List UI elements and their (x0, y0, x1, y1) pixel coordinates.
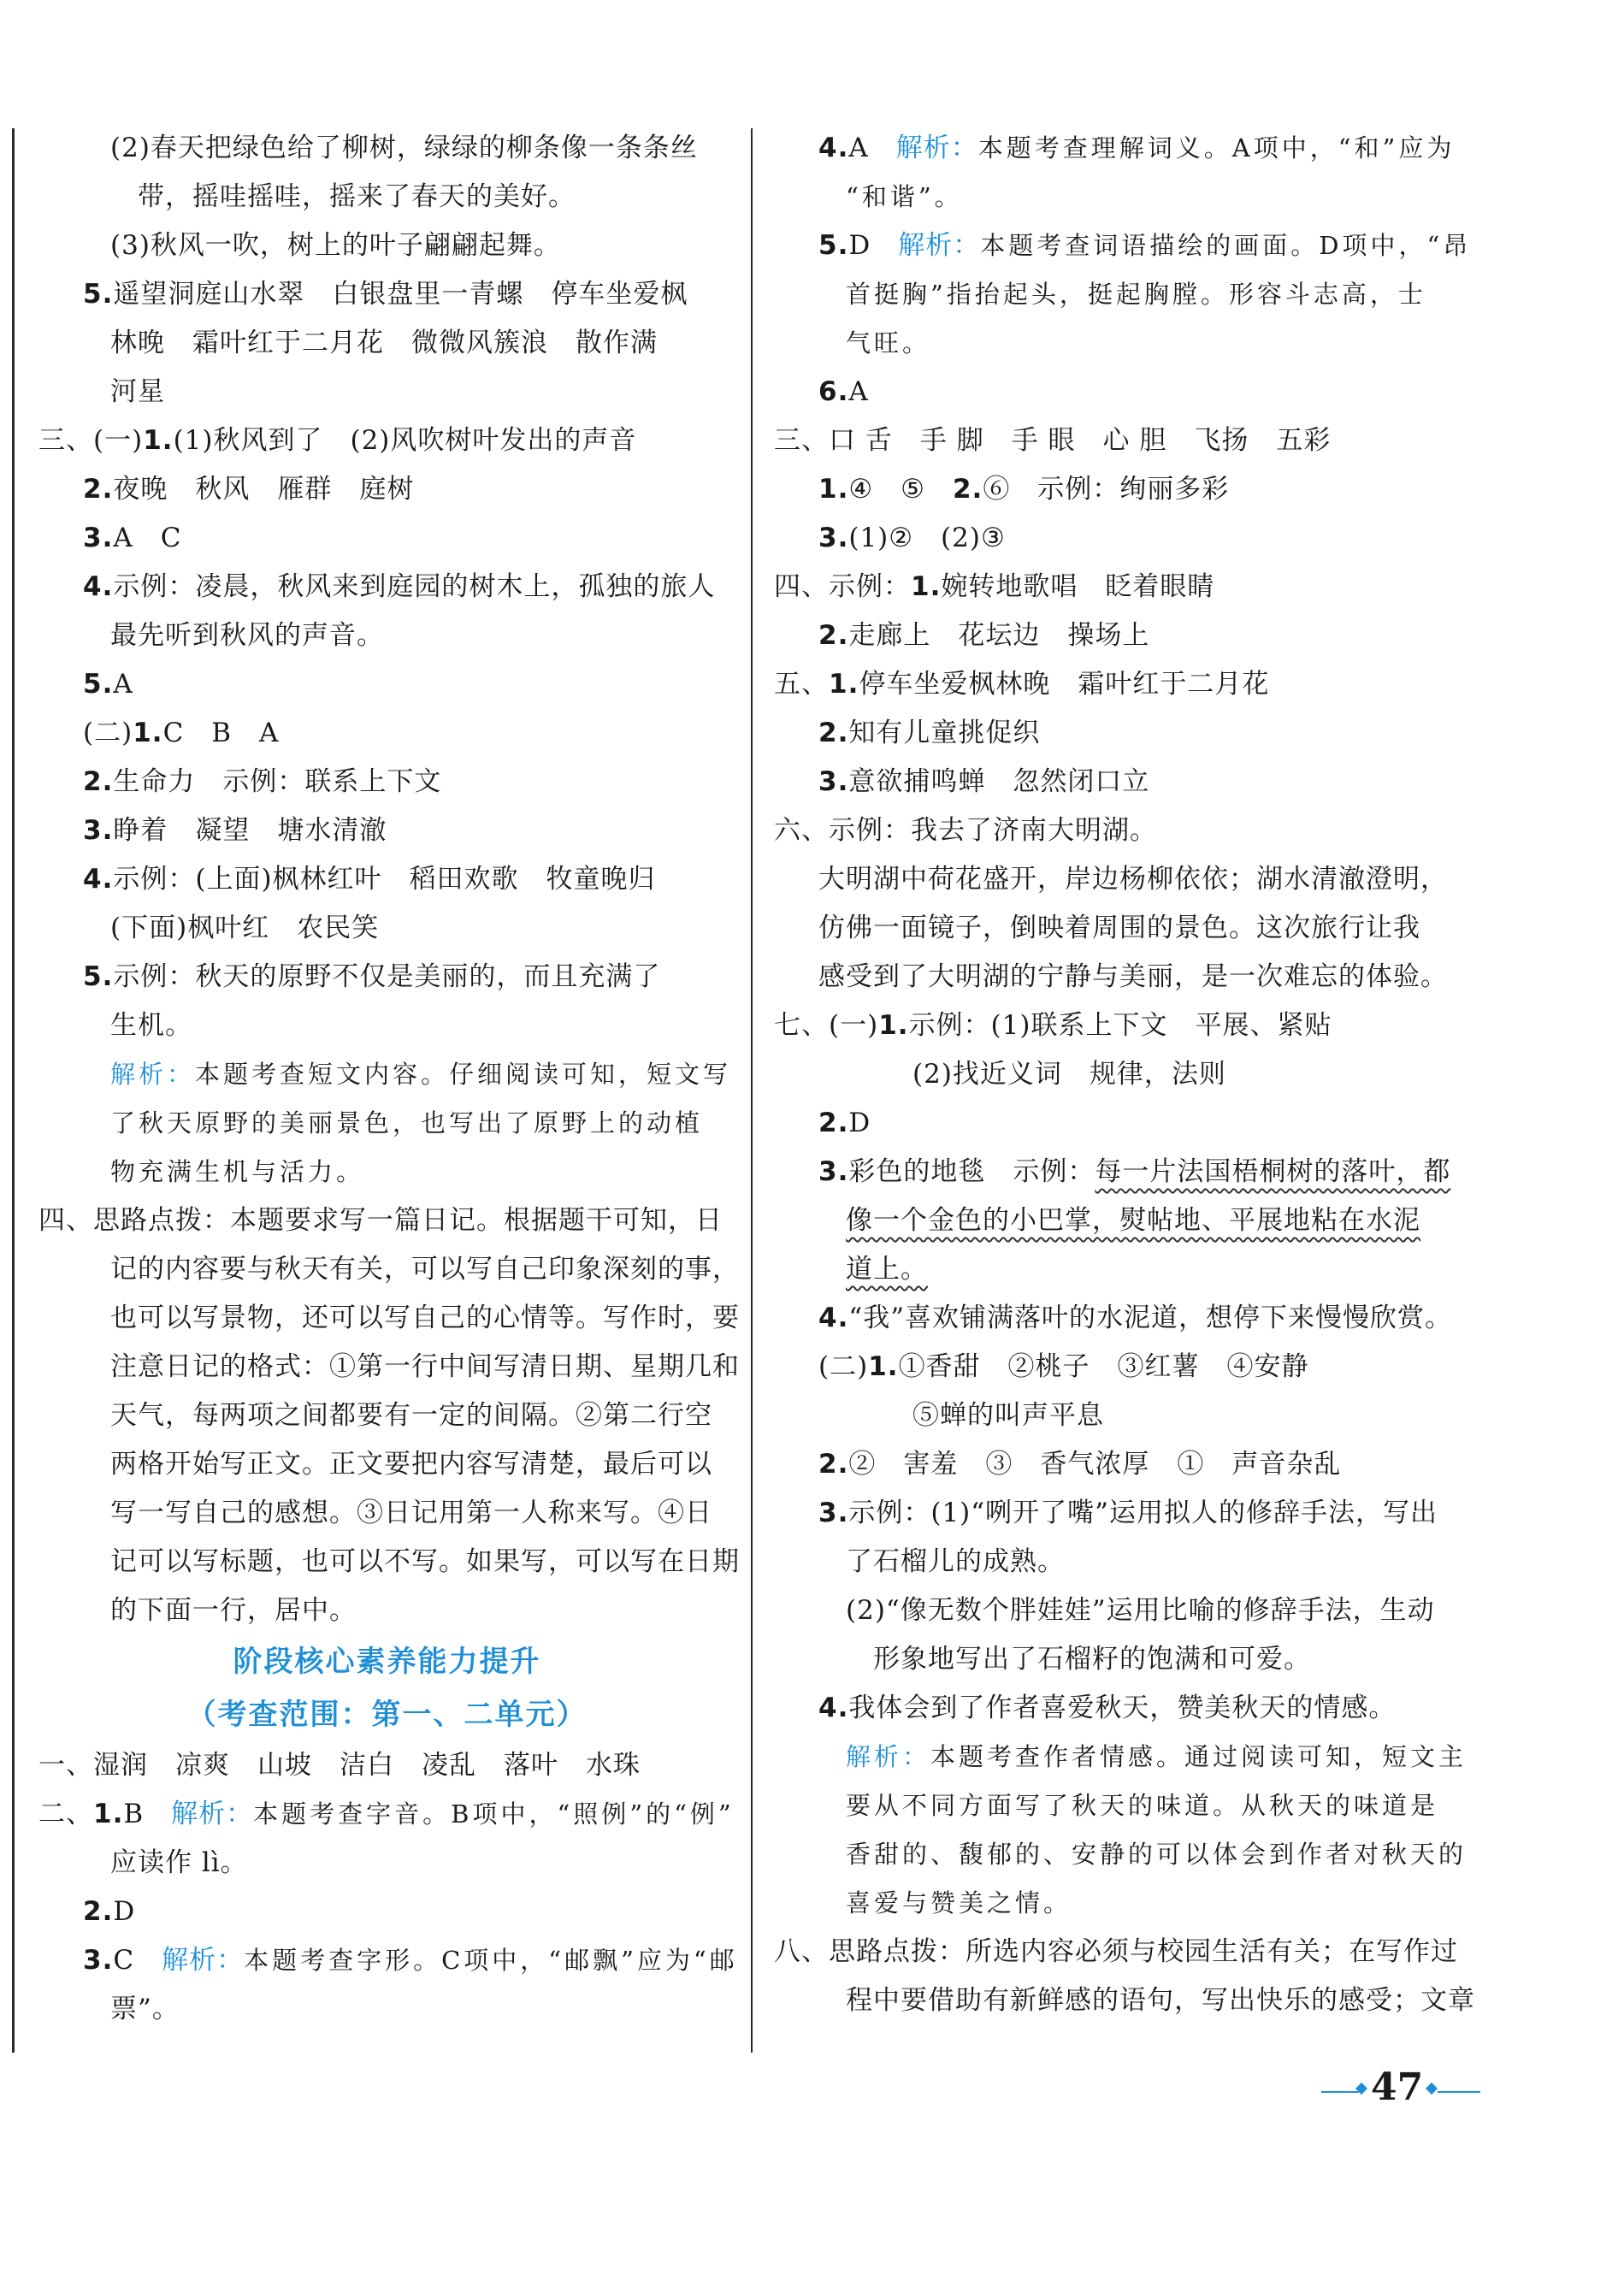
analysis-tag: 解析： (171, 1799, 254, 1829)
answer-line: 大明湖中荷花盛开，岸边杨柳依依；湖水清澈澄明， (818, 864, 1448, 895)
answer-line: (2)“像无数个胖娃娃”运用比喻的修辞手法，生动 (846, 1595, 1435, 1626)
wavy-underlined-quote: 道上。 (846, 1254, 928, 1285)
answer-line: 带，摇哇摇哇，摇来了春天的美好。 (138, 181, 576, 212)
column-divider (751, 128, 753, 2053)
answer-line: 2.D (83, 1896, 136, 1927)
analysis-line: 要从不同方面写了秋天的味道。从秋天的味道是 (846, 1791, 1439, 1820)
analysis-tag: 解析： (846, 1742, 931, 1771)
page-number (1321, 2065, 1484, 2117)
answer-line: 3.睁着 凝望 塘水清澈 (83, 815, 387, 846)
answer-line: 2.走廊上 花坛边 操场上 (818, 620, 1150, 651)
answer-line: 3.意欲捕鸣蝉 忽然闭口立 (818, 766, 1150, 797)
answer-line: 八、思路点拨：所选内容必须与校园生活有关；在写作过 (774, 1936, 1458, 1967)
answer-line: 3.C 解析：本题考查字形。C项中，“邮飘”应为“邮 (83, 1945, 738, 1976)
answer-line: 3.彩色的地毯 示例：每一片法国梧桐树的落叶，都 (818, 1156, 1451, 1187)
answer-line: 感受到了大明湖的宁静与美丽，是一次难忘的体验。 (818, 961, 1448, 992)
answer-line: 仿佛一面镜子，倒映着周围的景色。这次旅行让我 (818, 913, 1420, 943)
analysis-line: 解析：本题考查作者情感。通过阅读可知，短文主 (846, 1742, 1468, 1771)
answer-line (774, 1245, 1471, 1294)
answer-line: 写一写自己的感想。③日记用第一人称来写。④日 (110, 1498, 712, 1528)
answer-line: 4.我体会到了作者喜爱秋天，赞美秋天的情感。 (818, 1693, 1397, 1723)
analysis-line: 解析：本题考查短文内容。仔细阅读可知，短文写 (110, 1060, 732, 1089)
answer-line: 的下面一行，居中。 (110, 1595, 357, 1626)
answer-line: 2.知有儿童挑促织 (818, 718, 1041, 748)
answer-line: 了石榴儿的成熟。 (846, 1546, 1065, 1577)
analysis-line: 喜爱与赞美之情。 (846, 1888, 1072, 1917)
answer-line: 应读作 lì。 (110, 1847, 248, 1878)
answer-line: 票”。 (110, 1994, 180, 2024)
page-number-text: 47 (1371, 2065, 1424, 2109)
answer-line: 注意日记的格式：①第一行中间写清日期、星期几和 (110, 1351, 740, 1382)
answer-line: (下面)枫叶红 农民笑 (110, 913, 380, 943)
answer-line: 2.② 害羞 ③ 香气浓厚 ① 声音杂乱 (818, 1449, 1342, 1480)
answer-line: 4.A 解析：本题考查理解词义。A项中，“和”应为 (818, 133, 1456, 163)
analysis-line: 首挺胸”指抬起头，挺起胸膛。形容斗志高，士 (846, 280, 1426, 309)
answer-line: 1.④ ⑤ 2.⑥ 示例：绚丽多彩 (818, 474, 1230, 505)
answer-line: (二)1.①香甜 ②桃子 ③红薯 ④安静 (818, 1351, 1309, 1382)
analysis-line: 了秋天原野的美丽景色，也写出了原野上的动植 (110, 1108, 704, 1137)
answer-line: 2.生命力 示例：联系上下文 (83, 766, 442, 797)
answer-line: 3.示例：(1)“咧开了嘴”运用拟人的修辞手法，写出 (818, 1498, 1438, 1528)
answer-line: 记可以写标题，也可以不写。如果写，可以写在日期 (110, 1546, 740, 1577)
answer-line: (3)秋风一吹，树上的叶子翩翩起舞。 (110, 230, 561, 261)
analysis-line: 物充满生机与活力。 (110, 1157, 365, 1186)
answer-line: 5.示例：秋天的原野不仅是美丽的，而且充满了 (83, 961, 661, 992)
answer-line: 七、(一)1.示例：(1)联系上下文 平展、紧贴 (774, 1010, 1332, 1041)
analysis-line: 气旺。 (846, 328, 931, 357)
answer-line: 一、湿润 凉爽 山坡 洁白 凌乱 落叶 水珠 (38, 1750, 641, 1781)
page-number-diamond-icon (1426, 2083, 1438, 2095)
answer-line: 3.A C (83, 523, 182, 553)
right-column (774, 124, 1475, 2025)
page-number-rule-left (1321, 2091, 1359, 2093)
answer-line: 三、口 舌 手 脚 手 眼 心 胆 飞扬 五彩 (774, 425, 1332, 456)
wavy-underlined-quote: 每一片法国梧桐树的落叶，都 (1095, 1156, 1451, 1187)
answer-line: 四、示例：1.婉转地歌唱 眨着眼睛 (774, 571, 1215, 602)
answer-line: 5.遥望洞庭山水翠 白银盘里一青螺 停车坐爱枫 (83, 279, 688, 310)
answer-line: 三、(一)1.(1)秋风到了 (2)风吹树叶发出的声音 (38, 425, 637, 456)
answer-line: 形象地写出了石榴籽的饱满和可爱。 (873, 1644, 1311, 1675)
answer-line: (2)春天把绿色给了柳树，绿绿的柳条像一条条丝 (110, 133, 698, 163)
wavy-underlined-quote: 像一个金色的小巴掌，熨帖地、平展地粘在水泥 (846, 1205, 1420, 1236)
answer-line: 程中要借助有新鲜感的语句，写出快乐的感受；文章 (846, 1985, 1475, 2016)
answer-line: 六、示例：我去了济南大明湖。 (774, 815, 1157, 846)
answer-line: 记的内容要与秋天有关，可以写自己印象深刻的事， (110, 1254, 740, 1285)
answer-line: 4.示例：凌晨，秋风来到庭园的树木上，孤独的旅人 (83, 571, 716, 602)
answer-line: 两格开始写正文。正文要把内容写清楚，最后可以 (110, 1449, 712, 1480)
analysis-tag: 解析： (898, 230, 981, 261)
answer-line: 也可以写景物，还可以写自己的心情等。写作时，要 (110, 1303, 740, 1333)
answer-line (774, 1197, 1471, 1245)
left-column (38, 124, 740, 2034)
analysis-tag: 解析： (895, 133, 978, 163)
analysis-tag: 解析： (162, 1945, 245, 1976)
answer-line: 5.D 解析：本题考查词语描绘的画面。D项中，“昂 (818, 230, 1472, 261)
left-margin-rule (12, 128, 15, 2053)
answer-line: 生机。 (110, 1010, 192, 1041)
page-number-rule-right (1438, 2091, 1480, 2093)
analysis-line: “和谐”。 (846, 182, 963, 211)
answer-line: 二、1.B 解析：本题考查字音。B项中，“照例”的“例” (38, 1799, 735, 1829)
section-title: 阶段核心素养能力提升 (233, 1645, 541, 1679)
analysis-tag: 解析： (110, 1060, 196, 1089)
answer-line: 3.(1)② (2)③ (818, 523, 1006, 553)
answer-line: 河星 (110, 376, 165, 407)
answer-line: 4.“我”喜欢铺满落叶的水泥道，想停下来慢慢欣赏。 (818, 1303, 1453, 1333)
answer-line: 四、思路点拨：本题要求写一篇日记。根据题干可知，日 (38, 1205, 723, 1236)
section-subtitle: （考查范围：第一、二单元） (186, 1698, 588, 1732)
answer-line: 2.D (818, 1108, 871, 1138)
answer-line: 2.夜晚 秋风 雁群 庭树 (83, 474, 415, 505)
answer-line: ⑤蝉的叫声平息 (912, 1400, 1104, 1431)
answer-line: 五、1.停车坐爱枫林晚 霜叶红于二月花 (774, 669, 1270, 700)
answer-line: 林晚 霜叶红于二月花 微微风簇浪 散作满 (110, 328, 658, 358)
answer-line: 5.A (83, 669, 133, 700)
answer-line: 最先听到秋风的声音。 (110, 620, 384, 651)
answer-line: (二)1.C B A (83, 718, 280, 748)
answer-line: 6.A (818, 376, 869, 407)
answer-line: 天气，每两项之间都要有一定的间隔。②第二行空 (110, 1400, 712, 1431)
answer-line: 4.示例：(上面)枫林红叶 稻田欢歌 牧童晚归 (83, 864, 656, 895)
answer-line: (2)找近义词 规律，法则 (912, 1059, 1226, 1090)
analysis-line: 香甜的、馥郁的、安静的可以体会到作者对秋天的 (846, 1840, 1468, 1869)
